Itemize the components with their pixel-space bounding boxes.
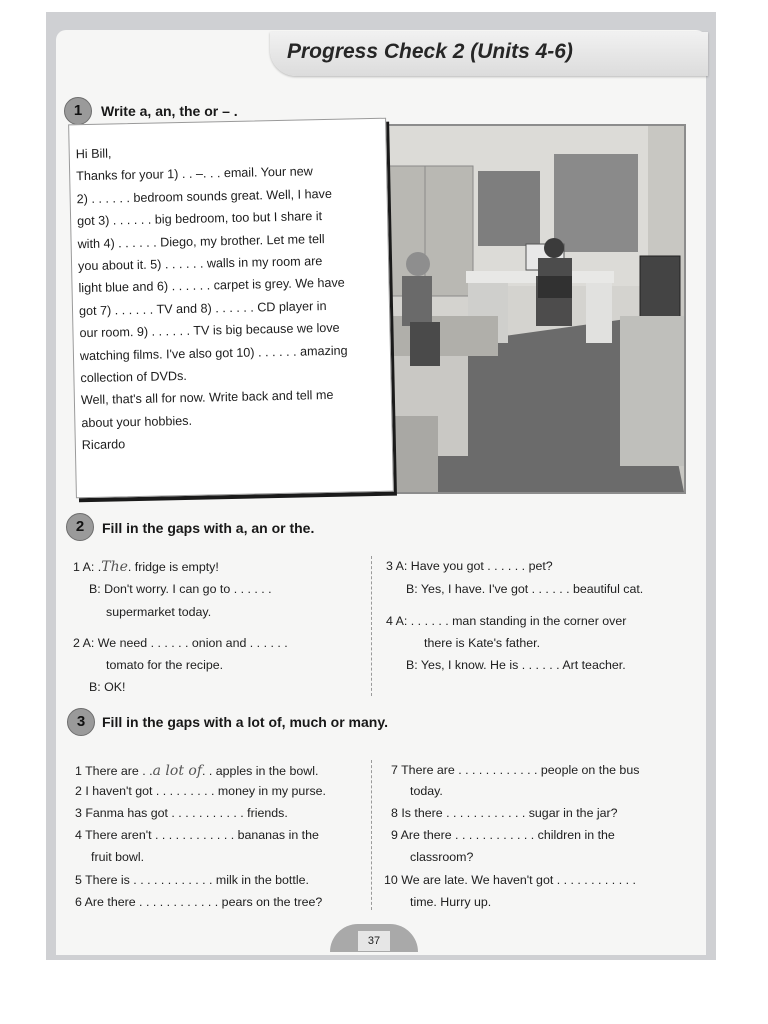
ex2-q2-a2: tomato for the recipe.: [106, 658, 224, 672]
ex2-q4-a1: 4 A: . . . . . . man standing in the corner over: [386, 614, 627, 628]
ex2-q3-a: 3 A: Have you got . . . . . . pet?: [386, 559, 553, 573]
handwritten-answer: The: [101, 559, 128, 575]
letter-line: light blue and 6) . . . . . . carpet is grey. We have: [78, 276, 345, 296]
letter-line: watching films. I've also got 10) . . . . . . amazing: [79, 343, 348, 363]
page-number: 37: [358, 931, 390, 951]
ex2-q1-a: [73, 559, 219, 575]
ex3-item-4b: fruit bowl.: [91, 850, 145, 864]
ex2-q1-b2: supermarket today.: [106, 605, 212, 619]
section-3-badge: 3: [67, 708, 95, 736]
letter-line: got 7) . . . . . . TV and 8) . . . . . . CD player in: [78, 298, 327, 319]
ex3-item-10a: 10 We are late. We haven't got . . . . . . . . . . . .: [384, 873, 636, 887]
section-2-badge: 2: [66, 513, 94, 541]
handwritten-answer: a lot of: [152, 763, 202, 779]
letter-line: 2) . . . . . . bedroom sounds great. Well, I have: [76, 186, 333, 207]
ex2-q1-a-post: . fridge is empty!: [127, 560, 219, 574]
letter-line: you about it. 5) . . . . . . walls in my room are: [77, 254, 323, 274]
letter-line: collection of DVDs.: [80, 369, 187, 386]
letter-line: Thanks for your 1) . . –. . . email. Your new: [76, 164, 313, 184]
letter-line: Well, that's all for now. Write back and tell me: [80, 388, 334, 408]
letter-line: our room. 9) . . . . . . TV is big because we love: [79, 320, 340, 341]
ex3-item-3: 3 Fanma has got . . . . . . . . . . . friends.: [75, 806, 288, 820]
ex3-item-1: [75, 763, 318, 779]
column-divider: [371, 556, 372, 696]
letter-line: Hi Bill,: [75, 146, 112, 162]
section-2-title: Fill in the gaps with a, an or the.: [102, 520, 315, 536]
bedroom-illustration: [356, 124, 686, 494]
letter-card: [68, 118, 394, 499]
section-1-badge: 1: [64, 97, 92, 125]
ex3-item-9a: 9 Are there . . . . . . . . . . . . children in the: [391, 828, 615, 842]
ex3-item-10b: time. Hurry up.: [410, 895, 492, 909]
section-3-title: Fill in the gaps with a lot of, much or many.: [102, 714, 388, 730]
ex2-q4-b: B: Yes, I know. He is . . . . . . Art teacher.: [406, 658, 626, 672]
ex3-item-8: 8 Is there . . . . . . . . . . . . sugar in the jar?: [391, 806, 618, 820]
letter-line: Ricardo: [81, 437, 126, 453]
page-title: Progress Check 2 (Units 4-6): [287, 40, 573, 63]
ex3-item-1-post: . . apples in the bowl.: [202, 764, 319, 778]
ex2-q2-a1: 2 A: We need . . . . . . onion and . . . . . .: [73, 636, 288, 650]
letter-line: about your hobbies.: [81, 413, 193, 431]
ex3-item-7a: 7 There are . . . . . . . . . . . . people on the bus: [391, 763, 640, 777]
ex3-item-4a: 4 There aren't . . . . . . . . . . . . bananas in the: [75, 828, 319, 842]
ex3-item-9b: classroom?: [410, 850, 474, 864]
ex3-item-5: 5 There is . . . . . . . . . . . . milk in the bottle.: [75, 873, 309, 887]
ex2-q2-b: B: OK!: [89, 680, 126, 694]
letter-line: with 4) . . . . . . Diego, my brother. Let me tell: [77, 231, 325, 251]
ex3-item-1-pre: 1 There are . .: [75, 764, 153, 778]
letter-line: got 3) . . . . . . big bedroom, too but I share it: [77, 209, 323, 229]
letter-text: [76, 137, 381, 457]
column-divider: [371, 760, 372, 910]
ex3-item-2: 2 I haven't got . . . . . . . . . money in my purse.: [75, 784, 326, 798]
ex2-q1-b1: B: Don't worry. I can go to . . . . . .: [89, 582, 272, 596]
ex3-item-6: 6 Are there . . . . . . . . . . . . pears on the tree?: [75, 895, 323, 909]
ex2-q4-a2: there is Kate's father.: [424, 636, 541, 650]
ex3-item-7b: today.: [410, 784, 443, 798]
ex2-q3-b: B: Yes, I have. I've got . . . . . . beautiful cat.: [406, 582, 644, 596]
section-1-title: Write a, an, the or – .: [101, 103, 238, 119]
ex2-q1-a-pre: 1 A: .: [73, 560, 102, 574]
